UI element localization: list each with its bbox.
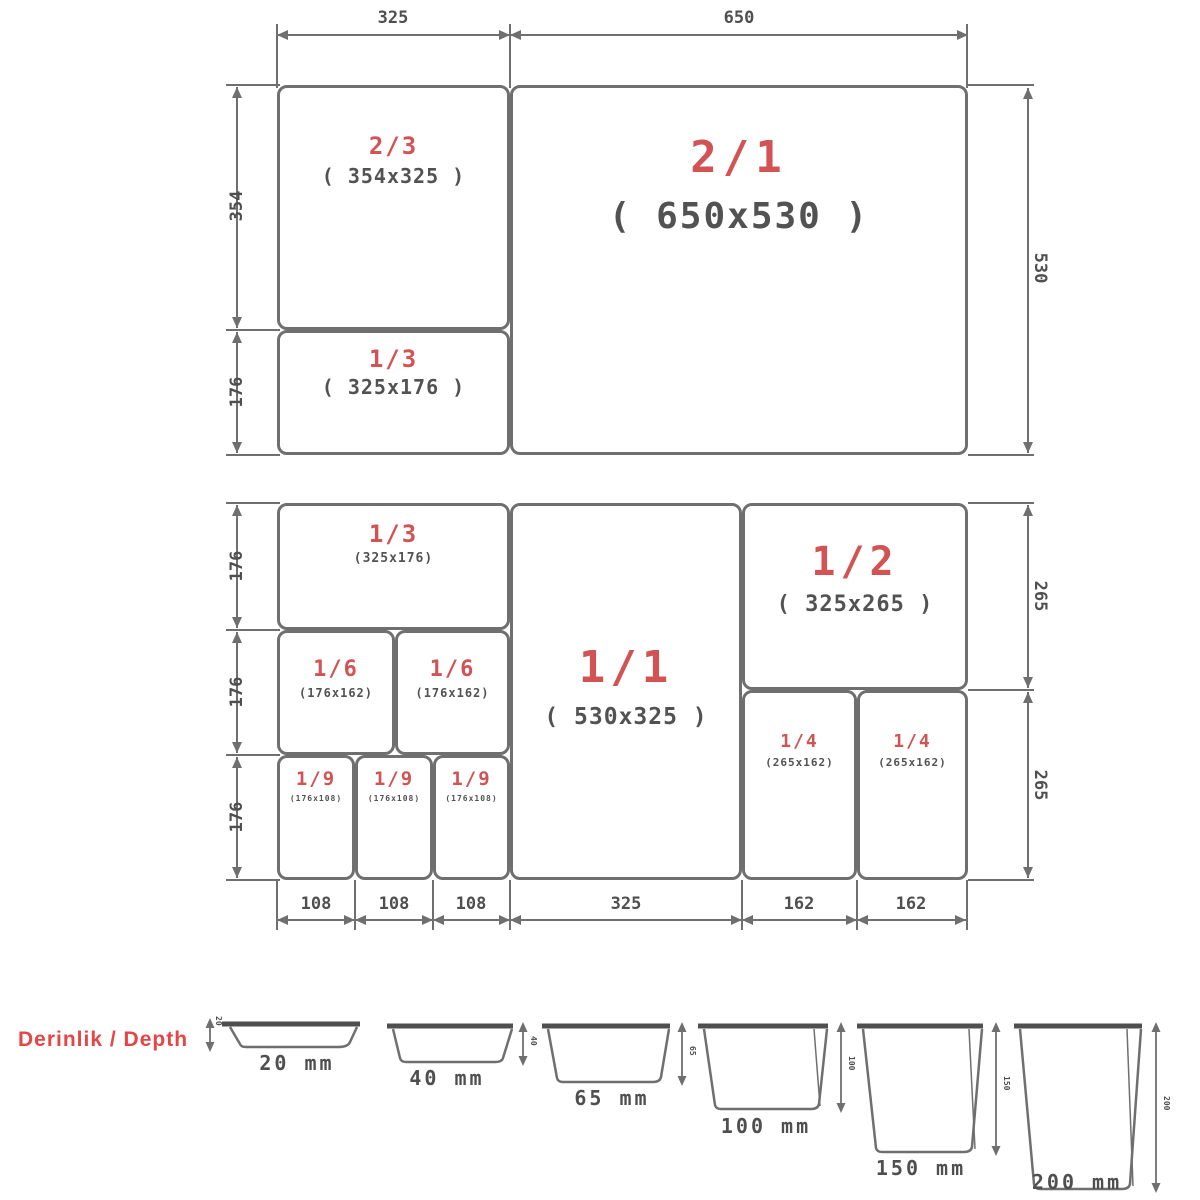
extension-line bbox=[968, 502, 1034, 504]
cell-size: (265x162) bbox=[878, 756, 947, 769]
pan-profile-65mm bbox=[538, 1018, 698, 1090]
height-dimension-line bbox=[1027, 692, 1029, 878]
extension-line bbox=[968, 84, 1034, 86]
h-dim-label: 325 bbox=[610, 894, 642, 914]
v-dim-label: 265 bbox=[1030, 769, 1050, 801]
cell-size: ( 325x265 ) bbox=[776, 592, 934, 617]
v-dim-label: 265 bbox=[1030, 580, 1050, 612]
h-dim-label: 108 bbox=[300, 894, 332, 914]
pan-depth-label: 20 mm bbox=[259, 1051, 335, 1075]
cell-fraction: 2/3 bbox=[368, 132, 419, 160]
v-dim-label: 176 bbox=[227, 550, 247, 582]
width-dimension-line bbox=[277, 919, 355, 921]
cell-size: (176x108) bbox=[289, 794, 343, 803]
pan-profile-100mm bbox=[694, 1018, 856, 1118]
width-dimension-line bbox=[355, 919, 433, 921]
cell-size: (176x162) bbox=[415, 686, 490, 700]
width-dimension-line bbox=[510, 919, 742, 921]
cell-fraction: 1/4 bbox=[780, 731, 819, 752]
extension-line bbox=[226, 754, 280, 756]
cell-fraction: 1/1 bbox=[578, 642, 674, 693]
cell-1-3 bbox=[277, 330, 510, 455]
extension-line bbox=[966, 880, 968, 930]
v-dim-label: 354 bbox=[227, 190, 247, 222]
cell-fraction: 1/4 bbox=[893, 731, 932, 752]
cell-fraction: 1/9 bbox=[451, 768, 492, 790]
depth-dim-value: 65 bbox=[688, 1046, 697, 1056]
cell-1-1 bbox=[510, 503, 742, 880]
extension-line bbox=[226, 84, 280, 86]
extension-line bbox=[968, 454, 1034, 456]
cell-1-4 bbox=[742, 690, 857, 880]
cell-size: ( 354x325 ) bbox=[321, 164, 466, 188]
cell-fraction: 1/2 bbox=[811, 539, 899, 585]
cell-1-6 bbox=[277, 630, 395, 755]
cell-1-9 bbox=[355, 755, 433, 880]
cell-2-1 bbox=[510, 85, 968, 455]
cell-1-4 bbox=[857, 690, 968, 880]
cell-size: ( 325x176 ) bbox=[321, 375, 466, 399]
depth-dim-value: 150 bbox=[1002, 1076, 1011, 1091]
width-dimension-line bbox=[742, 919, 857, 921]
cell-fraction: 1/6 bbox=[313, 657, 359, 682]
cell-fraction: 1/9 bbox=[373, 768, 415, 790]
depth-dim-value: 200 bbox=[1162, 1096, 1171, 1111]
depth-dim-value: 100 bbox=[847, 1056, 856, 1071]
extension-line bbox=[968, 879, 1034, 881]
depth-dim-value: 40 bbox=[529, 1036, 538, 1046]
h-dim-label: 108 bbox=[455, 894, 487, 914]
pan-profile-150mm bbox=[853, 1018, 1011, 1160]
extension-line bbox=[226, 502, 280, 504]
h-dim-label: 162 bbox=[783, 894, 815, 914]
cell-size: (325x176) bbox=[353, 551, 434, 566]
cell-size: (176x162) bbox=[298, 686, 374, 700]
width-dimension-line bbox=[857, 919, 966, 921]
cell-1-9 bbox=[277, 755, 355, 880]
pan-profile-40mm bbox=[383, 1018, 538, 1070]
width-dimension-line bbox=[277, 34, 510, 36]
pan-depth-label: 40 mm bbox=[409, 1066, 485, 1090]
v-dim-label: 176 bbox=[227, 801, 247, 833]
extension-line bbox=[226, 454, 280, 456]
cell-size: ( 530x325 ) bbox=[544, 704, 708, 730]
cell-1-3 bbox=[277, 503, 510, 630]
pan-depth-label: 200 mm bbox=[1031, 1170, 1123, 1194]
cell-size: (176x108) bbox=[445, 794, 498, 803]
cell-size: (265x162) bbox=[765, 756, 834, 769]
pan-depth-label: 65 mm bbox=[574, 1086, 650, 1110]
cell-fraction: 1/9 bbox=[295, 768, 337, 790]
width-dimension-line bbox=[510, 34, 968, 36]
depth-section-title: Derinlik / Depth bbox=[18, 1028, 189, 1051]
pan-depth-label: 100 mm bbox=[720, 1114, 812, 1138]
extension-line bbox=[226, 329, 280, 331]
h-dim-label: 325 bbox=[377, 8, 409, 28]
cell-size: ( 650x530 ) bbox=[608, 196, 870, 237]
depth-dim-value: 20 bbox=[214, 1016, 223, 1026]
h-dim-label: 108 bbox=[378, 894, 410, 914]
v-dim-label: 176 bbox=[227, 376, 247, 408]
extension-line bbox=[226, 879, 280, 881]
cell-fraction: 1/6 bbox=[429, 657, 476, 682]
extension-line bbox=[226, 629, 280, 631]
cell-fraction: 1/3 bbox=[368, 345, 419, 373]
v-dim-label: 176 bbox=[227, 676, 247, 708]
cell-size: (176x108) bbox=[367, 794, 421, 803]
cell-1-2 bbox=[742, 503, 968, 690]
pan-depth-label: 150 mm bbox=[875, 1156, 967, 1180]
height-dimension-line bbox=[1027, 88, 1029, 453]
cell-fraction: 1/3 bbox=[368, 520, 419, 548]
cell-1-9 bbox=[433, 755, 510, 880]
width-dimension-line bbox=[433, 919, 510, 921]
cell-1-6 bbox=[395, 630, 510, 755]
v-dim-label: 530 bbox=[1030, 252, 1050, 284]
h-dim-label: 162 bbox=[895, 894, 927, 914]
h-dim-label: 650 bbox=[723, 8, 755, 28]
extension-line bbox=[968, 689, 1034, 691]
cell-2-3 bbox=[277, 85, 510, 330]
pan-profile-20mm bbox=[200, 1014, 365, 1056]
height-dimension-line bbox=[1027, 505, 1029, 688]
cell-fraction: 2/1 bbox=[690, 132, 788, 183]
